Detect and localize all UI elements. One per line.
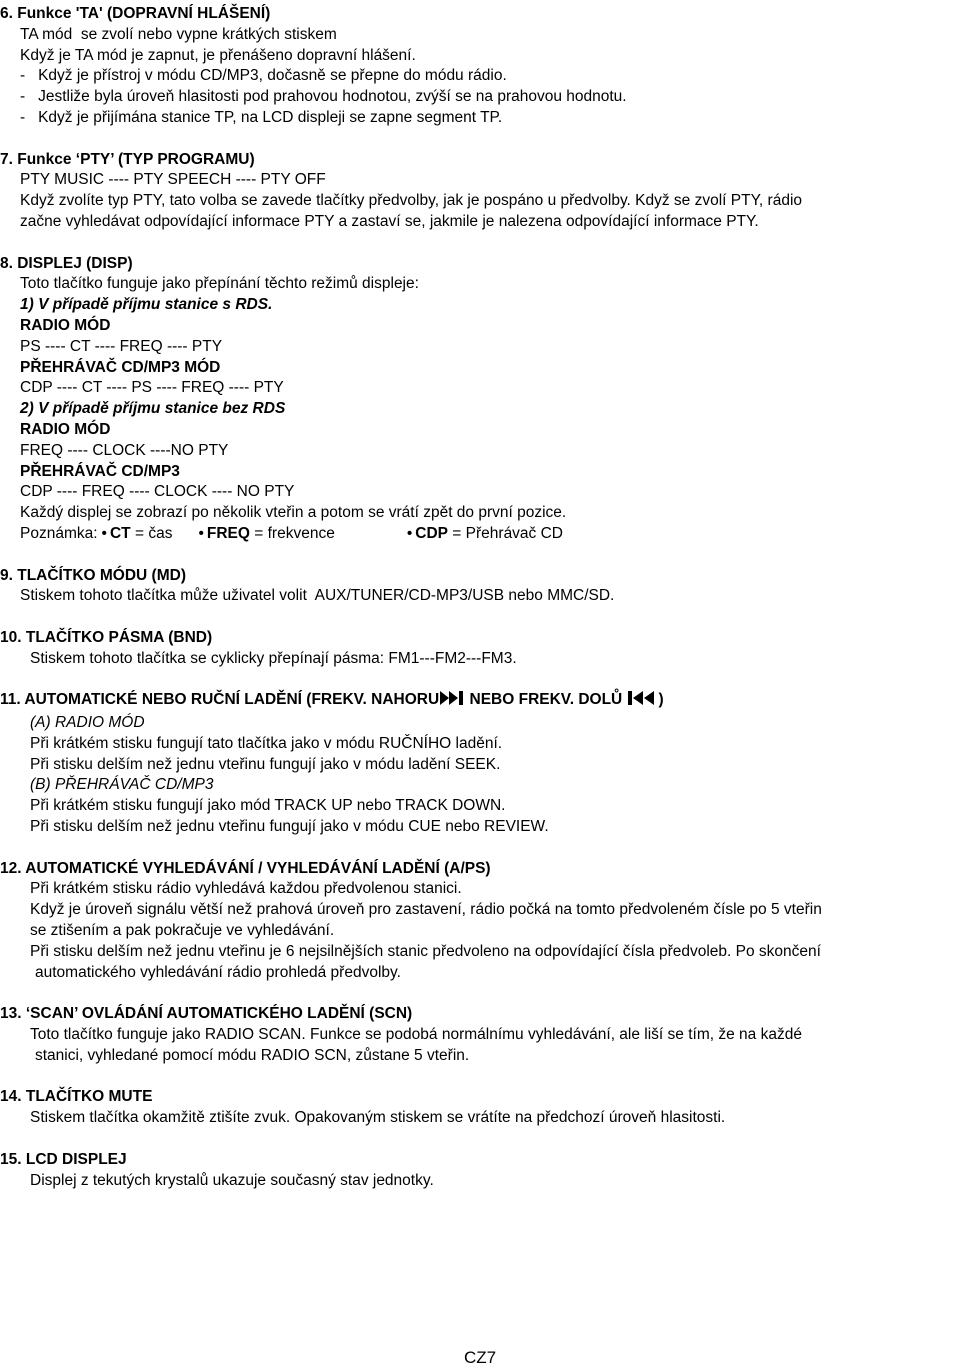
section-11-heading-part-3: ) <box>658 691 664 709</box>
section-11-b-line-1: Při krátkém stisku fungují jako mód TRACK UP nebo TRACK DOWN. <box>30 797 506 815</box>
note-freq-key: FREQ <box>206 524 250 542</box>
section-10 <box>0 628 960 670</box>
section-12-line-1: Při krátkém stisku rádio vyhledává každou předvolenou stanici. <box>30 880 462 898</box>
section-8-line-8: RADIO MÓD <box>20 420 111 438</box>
section-8-heading: 8. DISPLEJ (DISP) <box>0 254 133 272</box>
section-11-a-line-1: Při krátkém stisku fungují tato tlačítka jako v módu RUČNÍHO ladění. <box>30 734 503 752</box>
section-7-line-1: PTY MUSIC ---- PTY SPEECH ---- PTY OFF <box>20 171 326 189</box>
section-11-a-title: (A) RADIO MÓD <box>30 714 145 732</box>
section-13-line-2: stanici, vyhledané pomocí módu RADIO SCN, zůstane 5 vteřin. <box>35 1046 470 1064</box>
section-11-heading-part-2: NEBO FREKV. DOLŮ <box>465 691 627 709</box>
section-6-line-3: - Když je přístroj v módu CD/MP3, dočasně se přepne do módu rádio. <box>20 67 507 85</box>
section-9-line-1: Stiskem tohoto tlačítka může uživatel volit AUX/TUNER/CD-MP3/USB nebo MMC/SD. <box>20 587 615 605</box>
section-8-line-2: 1) V případě příjmu stanice s RDS. <box>20 296 273 314</box>
section-8-line-3: RADIO MÓD <box>20 316 111 334</box>
page-number: CZ7 <box>463 1348 497 1367</box>
section-7-line-2: Když zvolíte typ PTY, tato volba se zavede tlačítky předvolby, jak je pospáno u předvolby. Když se zvolí PTY, rádio <box>20 192 803 210</box>
section-8-line-4: PS ---- CT ---- FREQ ---- PTY <box>20 337 223 355</box>
bullet: • <box>101 524 107 542</box>
section-12-line-5: automatického vyhledávání rádio prohledá předvolby. <box>35 963 401 981</box>
section-14-heading: 14. TLAČÍTKO MUTE <box>0 1088 153 1106</box>
section-15-heading: 15. LCD DISPLEJ <box>0 1150 127 1168</box>
section-8-note <box>0 524 960 545</box>
section-11-heading <box>0 690 960 713</box>
section-6-line-1: TA mód se zvolí nebo vypne krátkých stiskem <box>20 25 337 43</box>
section-11-b-line-2: Při stisku delším než jednu vteřinu fungují jako v módu CUE nebo REVIEW. <box>30 818 549 836</box>
section-11-heading-part-1: 11. AUTOMATICKÉ NEBO RUČNÍ LADĚNÍ (FREKV. NAHORU <box>0 691 440 709</box>
section-14 <box>0 1087 960 1129</box>
section-8-line-5: PŘEHRÁVAČ CD/MP3 MÓD <box>20 358 221 376</box>
section-10-heading: 10. TLAČÍTKO PÁSMA (BND) <box>0 628 213 646</box>
section-8-line-7: 2) V případě příjmu stanice bez RDS <box>20 400 286 418</box>
section-11-b-title: (B) PŘEHRÁVAČ CD/MP3 <box>30 776 214 794</box>
section-6-line-4: - Jestliže byla úroveň hlasitosti pod prahovou hodnotou, zvýší se na prahovou hodnotu. <box>20 88 627 106</box>
section-9 <box>0 566 960 608</box>
section-8-line-6: CDP ---- CT ---- PS ---- FREQ ---- PTY <box>20 379 284 397</box>
section-9-heading: 9. TLAČÍTKO MÓDU (MD) <box>0 566 186 584</box>
section-12-line-3: se ztišením a pak pokračuje ve vyhledávání. <box>30 922 335 940</box>
section-8-line-11: CDP ---- FREQ ---- CLOCK ---- NO PTY <box>20 483 295 501</box>
section-6-line-5: - Když je přijímána stanice TP, na LCD displeji se zapne segment TP. <box>20 108 503 126</box>
section-10-line-1: Stiskem tohoto tlačítka se cyklicky přepínají pásma: FM1---FM2---FM3. <box>30 649 517 667</box>
section-13-line-1: Toto tlačítko funguje jako RADIO SCAN. Funkce se podobá normálnímu vyhledávání, ale liší se tím, že na každé <box>30 1026 802 1044</box>
bullet: • <box>406 524 413 542</box>
note-label: Poznámka: <box>20 524 98 542</box>
section-7-line-3: začne vyhledávat odpovídající informace PTY a zastaví se, jakmile je nalezena odpovídající informace PTY. <box>20 212 759 230</box>
section-6-heading: 6. Funkce 'TA' (DOPRAVNÍ HLÁŠENÍ) <box>0 5 271 22</box>
section-8-line-9: FREQ ---- CLOCK ----NO PTY <box>20 441 229 459</box>
section-7 <box>0 150 960 233</box>
section-11-a-line-2: Při stisku delším než jednu vteřinu fungují jako v módu ladění SEEK. <box>30 755 501 773</box>
section-12-line-4: Při stisku delším než jednu vteřinu je 6 nejsilnějších stanic předvoleno na odpovídající čísla předvoleb. Po skončení <box>30 942 821 960</box>
section-6-line-2: Když je TA mód je zapnut, je přenášeno dopravní hlášení. <box>20 46 416 64</box>
section-8-line-1: Toto tlačítko funguje jako přepínání těchto režimů displeje: <box>20 275 419 293</box>
section-13-heading: 13. ‘SCAN’ OVLÁDÁNÍ AUTOMATICKÉHO LADĚNÍ (SCN) <box>0 1005 413 1023</box>
section-15 <box>0 1150 960 1192</box>
note-ct-value: = čas <box>130 524 173 542</box>
section-13 <box>0 1004 960 1066</box>
section-12 <box>0 859 960 984</box>
bullet: • <box>198 524 204 542</box>
skip-next-icon <box>439 690 465 713</box>
note-cdp-value: = Přehrávač CD <box>448 524 564 542</box>
section-12-line-2: Když je úroveň signálu větší než prahová úroveň pro zastavení, rádio počká na tomto předvoleném čísle po 5 vteřin <box>30 901 822 919</box>
manual-page <box>0 4 960 1191</box>
section-15-line-1: Displej z tekutých krystalů ukazuje současný stav jednotky. <box>30 1171 434 1189</box>
skip-previous-icon <box>627 690 659 713</box>
section-7-heading: 7. Funkce ‘PTY’ (TYP PROGRAMU) <box>0 150 255 168</box>
section-14-line-1: Stiskem tlačítka okamžitě ztišíte zvuk. Opakovaným stiskem se vrátíte na předchozí úroveň hlasitosti. <box>30 1109 726 1127</box>
section-12-heading: 12. AUTOMATICKÉ VYHLEDÁVÁNÍ / VYHLEDÁVÁNÍ LADĚNÍ (A/PS) <box>0 859 491 877</box>
section-8-line-10: PŘEHRÁVAČ CD/MP3 <box>20 462 180 480</box>
section-8 <box>0 254 960 545</box>
note-cdp-key: CDP <box>415 524 448 542</box>
note-ct-key: CT <box>109 524 131 542</box>
note-freq-value: = frekvence <box>249 524 335 542</box>
section-6 <box>0 4 960 129</box>
section-11 <box>0 690 960 838</box>
section-8-line-12: Každý displej se zobrazí po několik vteřin a potom se vrátí zpět do první pozice. <box>20 504 567 522</box>
